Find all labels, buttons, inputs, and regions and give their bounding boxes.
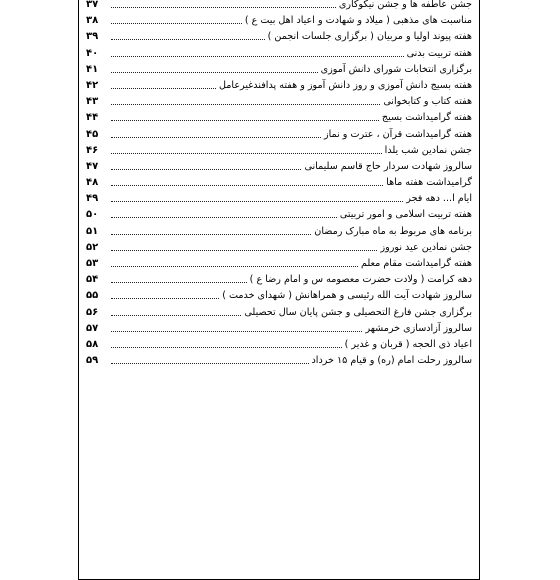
toc-entry-title: سالروز رحلت امام (ره) و قیام ۱۵ خرداد: [311, 355, 472, 367]
toc-entry-title: برگزاری انتخابات شورای دانش آموزی: [320, 63, 472, 75]
toc-entry-page: ۵۳: [86, 258, 99, 269]
toc-entry[interactable]: [86, 108, 472, 124]
toc-entry-page: ۴۳: [86, 96, 99, 108]
toc-entry-page: ۳۸: [86, 15, 99, 27]
toc-entry-page: ۴۹: [86, 193, 99, 205]
toc-entry-title: جشن نمادین شب یلدا: [384, 144, 472, 156]
toc-entry-title: اعیاد ذی الحجه ( قربان و غدیر ): [344, 338, 472, 350]
toc-entry-title: جشن عاطفه ها و جشن نیکوکاری: [338, 0, 472, 10]
toc-entry-title: گرامیداشت هفته ماها: [386, 177, 472, 189]
toc-entry-page: ۵۰: [86, 209, 99, 221]
toc-entry-title: هفته گرامیداشت مقام معلم: [360, 258, 472, 269]
toc-entry[interactable]: [86, 335, 472, 351]
toc-entry[interactable]: [86, 205, 472, 221]
toc-entry[interactable]: [86, 173, 472, 189]
dot-leader: [111, 120, 379, 121]
dot-leader: [111, 363, 309, 364]
dot-leader: [111, 250, 377, 251]
toc-entry-title: هفته تربیت اسلامی و امور تربیتی: [339, 209, 472, 221]
toc-entry-title: سالروز شهادت سردار حاج قاسم سلیمانی: [304, 160, 472, 172]
dot-leader: [111, 185, 383, 186]
toc-entry-page: ۴۰: [86, 47, 99, 59]
toc-entry-title: هفته پیوند اولیا و مربیان ( برگزاری جلسات انجمن ): [267, 31, 472, 43]
toc-entry-title: برنامه های مربوط به ماه مبارک رمضان: [314, 225, 472, 237]
toc-entry-title: هفته کتاب و کتابخوانی: [383, 96, 472, 108]
toc-entry-page: ۳۹: [86, 31, 99, 43]
toc-entry[interactable]: [86, 124, 472, 140]
toc-entry[interactable]: [86, 351, 472, 367]
toc-entry-title: هفته گرامیداشت قرآن ، عترت و نماز: [323, 128, 472, 140]
toc-entry[interactable]: [86, 76, 472, 92]
toc-entry-title: سالروز شهادت آیت الله رئیسی و همراهانش ( شهدای خدمت ): [222, 290, 472, 302]
toc-entry-title: هفته بسیج دانش آموزی و روز دانش آموز و هفته پدافندغیرعامل: [219, 79, 472, 91]
toc-entry[interactable]: [86, 319, 472, 335]
toc-entry-title: جشن نمادین عید نوروز: [380, 241, 472, 253]
toc-entry-title: دهه کرامت ( ولادت حضرت معصومه س و امام رضا ع ): [249, 274, 472, 286]
toc-entry-page: ۵۹: [86, 355, 99, 367]
toc-entry-title: هفته گرامیداشت بسیج: [381, 112, 472, 124]
dot-leader: [111, 331, 362, 332]
dot-leader: [111, 266, 358, 267]
dot-leader: [111, 72, 318, 73]
toc-entry-page: ۴۵: [86, 128, 99, 140]
toc-entry-page: ۴۴: [86, 112, 99, 124]
dot-leader: [111, 201, 403, 202]
toc-entry-title: مناسبت های مذهبی ( میلاد و شهادت و اعیاد اهل بیت ع ): [244, 15, 472, 27]
toc-entry[interactable]: [86, 141, 472, 157]
dot-leader: [111, 88, 216, 89]
dot-leader: [111, 315, 241, 316]
dot-leader: [111, 104, 380, 105]
dot-leader: [111, 234, 311, 235]
toc-entry-page: ۵۶: [86, 306, 99, 318]
toc-entry[interactable]: [86, 270, 472, 286]
dot-leader: [111, 56, 404, 57]
toc-entry-page: ۵۱: [86, 225, 99, 237]
table-of-contents: [86, 0, 472, 367]
dot-leader: [111, 347, 342, 348]
toc-entry-title: سالروز آزادسازی خرمشهر: [365, 322, 472, 334]
dot-leader: [111, 169, 301, 170]
toc-entry-page: ۵۴: [86, 274, 99, 286]
toc-entry-page: ۴۷: [86, 160, 99, 172]
toc-entry-page: ۴۶: [86, 144, 99, 156]
toc-entry-page: ۳۷: [86, 0, 99, 10]
toc-entry-title: هفته تربیت بدنی: [406, 47, 472, 59]
dot-leader: [111, 282, 247, 283]
toc-entry[interactable]: [86, 27, 472, 43]
toc-entry[interactable]: [86, 92, 472, 108]
toc-entry-page: ۵۵: [86, 290, 99, 302]
toc-entry[interactable]: [86, 254, 472, 270]
dot-leader: [111, 153, 382, 154]
toc-entry-page: ۵۷: [86, 322, 99, 334]
toc-entry[interactable]: [86, 0, 472, 11]
toc-entry-page: ۴۲: [86, 79, 99, 91]
toc-entry[interactable]: [86, 221, 472, 237]
dot-leader: [111, 7, 336, 8]
dot-leader: [111, 298, 219, 299]
dot-leader: [111, 217, 337, 218]
toc-entry[interactable]: [86, 286, 472, 302]
toc-entry-page: ۴۱: [86, 63, 99, 75]
toc-entry[interactable]: [86, 238, 472, 254]
toc-entry[interactable]: [86, 43, 472, 59]
dot-leader: [111, 137, 321, 138]
toc-entry-page: ۴۸: [86, 177, 99, 189]
toc-entry-page: ۵۸: [86, 338, 99, 350]
toc-entry-title: برگزاری جشن فارغ التحصیلی و جشن پایان سال تحصیلی: [244, 306, 472, 318]
dot-leader: [111, 39, 265, 40]
toc-entry-page: ۵۲: [86, 241, 99, 253]
toc-entry[interactable]: [86, 189, 472, 205]
toc-entry[interactable]: [86, 11, 472, 27]
dot-leader: [111, 23, 242, 24]
toc-entry-title: ایام ا... دهه فجر: [406, 193, 472, 205]
toc-entry[interactable]: [86, 60, 472, 76]
toc-entry[interactable]: [86, 157, 472, 173]
toc-entry[interactable]: [86, 302, 472, 318]
